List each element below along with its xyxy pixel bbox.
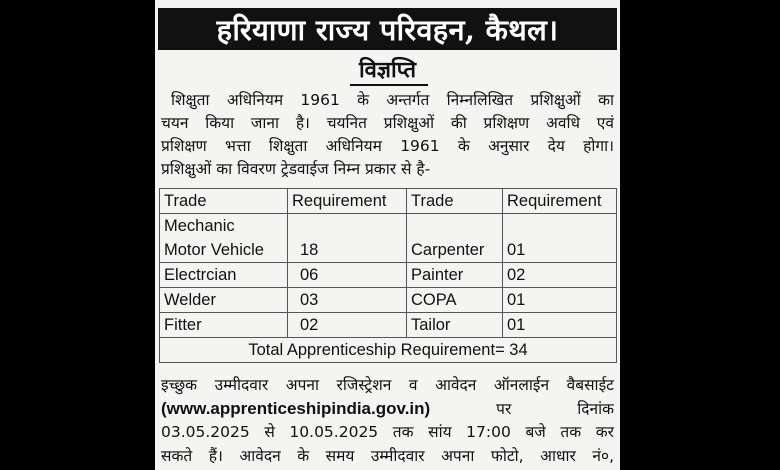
requirement-cell: [288, 214, 407, 263]
requirement-cell: 02: [503, 263, 617, 288]
table-row: [160, 263, 617, 288]
trade-cell: Electrcian: [160, 263, 288, 288]
requirement-cell: 01: [503, 313, 617, 338]
trade-requirement-table: [159, 188, 617, 363]
footer-line-1: इच्छुक उम्मीदवार अपना रजिस्ट्रेशन व आवेदन ऑनलाईन वैबसाईट: [161, 376, 614, 394]
requirement-cell: 03: [288, 288, 407, 313]
requirement-cell: 01: [503, 288, 617, 313]
intro-line-4: प्रशिक्षुओं का विवरण ट्रेडवाईज निम्न प्रकार से है-: [161, 160, 431, 178]
table-header-row: [160, 189, 617, 214]
intro-line-3: प्रशिक्षण भत्ता शिक्षुता अधिनियम 1961 के अनुसार देय होगा।: [161, 137, 614, 155]
trade-cell: Tailor: [407, 313, 503, 338]
trade-cell: [160, 214, 288, 263]
trade-name-line: Mechanic: [164, 217, 235, 235]
heading-underline: [350, 84, 428, 86]
trade-cell: Painter: [407, 263, 503, 288]
trade-name-line: Motor Vehicle: [164, 241, 264, 259]
intro-line-1: शिक्षुता अधिनियम 1961 के अन्तर्गत निम्नलिखित प्रशिक्षुओं का: [171, 91, 614, 109]
requirement-value: 18: [300, 241, 319, 259]
header-requirement: Requirement: [288, 189, 407, 214]
trade-cell: Fitter: [160, 313, 288, 338]
footer-line-2-text: पर दिनांक: [496, 400, 614, 418]
trade-name: Carpenter: [411, 241, 485, 259]
requirement-value: 01: [507, 241, 526, 259]
trade-cell: Welder: [160, 288, 288, 313]
requirement-cell: 06: [288, 263, 407, 288]
header-trade: Trade: [160, 189, 288, 214]
requirement-cell: [503, 214, 617, 263]
notice-heading: विज्ञप्ति: [358, 58, 417, 83]
footer-line-3: 03.05.2025 से 10.05.2025 तक सांय 17:00 बजे तक कर: [161, 423, 614, 441]
trade-cell: COPA: [407, 288, 503, 313]
requirement-cell: 02: [288, 313, 407, 338]
header-trade: Trade: [407, 189, 503, 214]
header-requirement: Requirement: [503, 189, 617, 214]
footer-line-2: [161, 397, 614, 420]
intro-line-2: चयन किया जाना है। चयनित प्रशिक्षुओं की प्रशिक्षण अवधि एवं: [161, 114, 614, 132]
newspaper-notice: [155, 0, 620, 470]
table-row: [160, 313, 617, 338]
table-row: [160, 288, 617, 313]
website-url: (www.apprenticeshipindia.gov.in): [161, 399, 431, 418]
total-requirement: Total Apprenticeship Requirement= 34: [160, 338, 617, 363]
notice-banner-title: हरियाणा राज्य परिवहन, कैथल।: [158, 8, 617, 50]
trade-cell: [407, 214, 503, 263]
table-total-row: [160, 338, 617, 363]
table-row: [160, 214, 617, 263]
footer-line-4: सकते हैं। आवेदन के समय उम्मीदवार अपना फोटो, आधार नं०,: [161, 447, 614, 465]
